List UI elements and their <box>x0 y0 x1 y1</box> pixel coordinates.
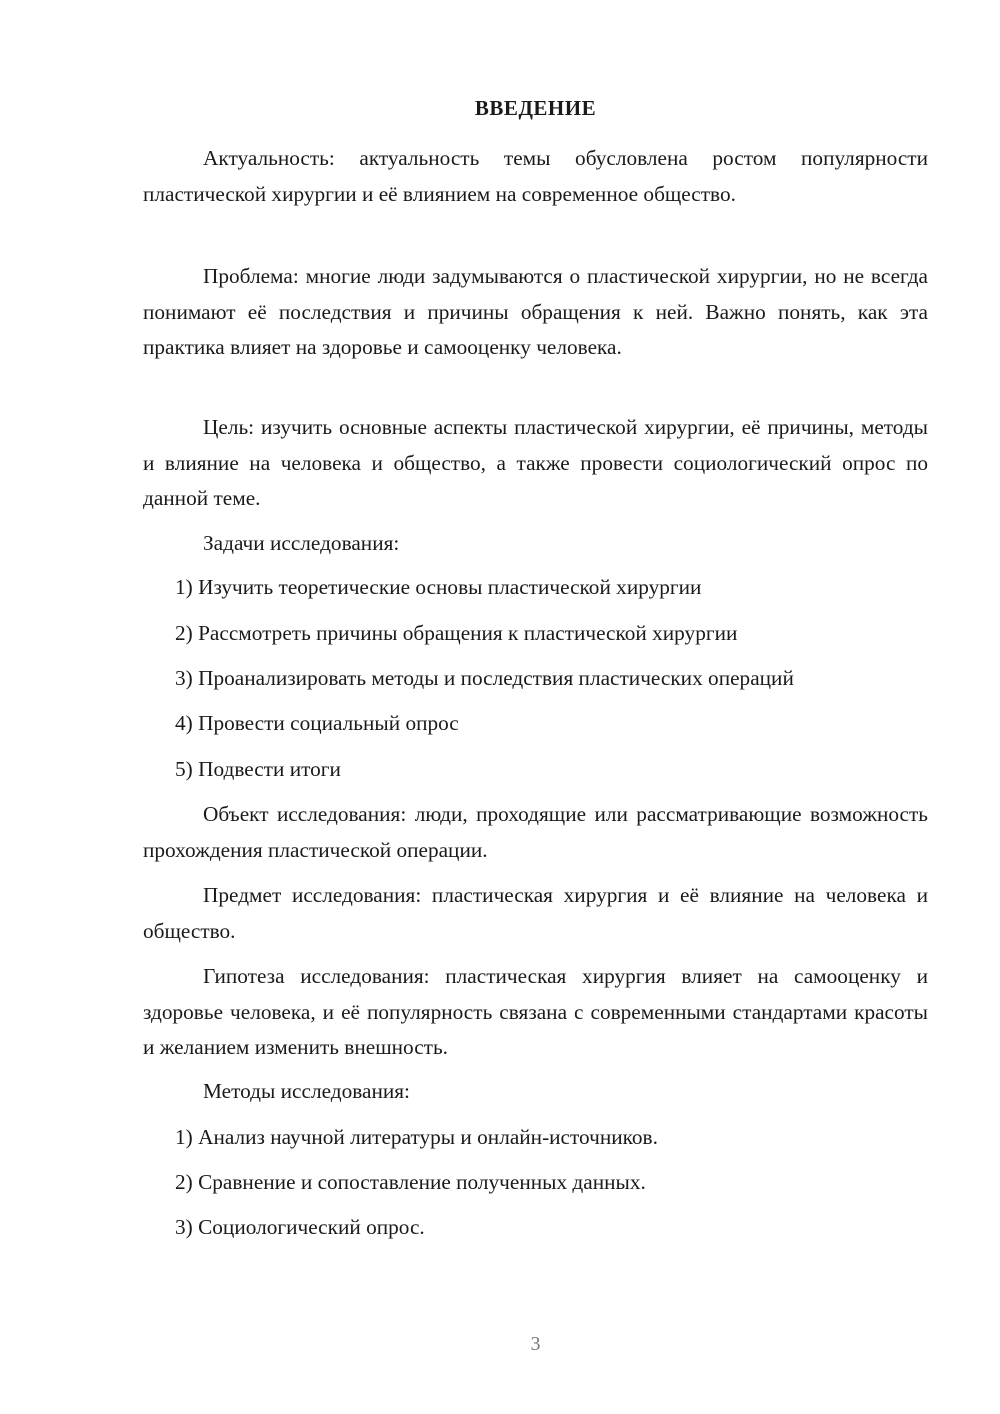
goal-paragraph: Цель: изучить основные аспекты пластической хирургии, её причины, методы и влияние на человека и общество, а также провести социологический опрос по данной теме. <box>143 415 928 510</box>
document-page <box>143 0 928 1414</box>
task-item: 3) Проанализировать методы и последствия пластических операций <box>175 666 794 690</box>
task-item: 5) Подвести итоги <box>175 757 341 781</box>
task-item: 1) Изучить теоретические основы пластической хирургии <box>175 575 702 599</box>
task-item: 4) Провести социальный опрос <box>175 711 459 735</box>
method-item: 3) Социологический опрос. <box>175 1215 425 1239</box>
page-title: ВВЕДЕНИЕ <box>474 96 597 120</box>
task-item: 2) Рассмотреть причины обращения к пластической хирургии <box>175 621 738 645</box>
method-item: 2) Сравнение и сопоставление полученных данных. <box>175 1170 646 1194</box>
object-paragraph: Объект исследования: люди, проходящие или рассматривающие возможность прохождения пластической операции. <box>143 802 928 862</box>
problem-paragraph: Проблема: многие люди задумываются о пластической хирургии, но не всегда понимают её последствия и причины обращения к ней. Важно понять, как эта практика влияет на здоровье и самооценку человека. <box>143 264 928 359</box>
hypothesis-paragraph: Гипотеза исследования: пластическая хирургия влияет на самооценку и здоровье человека, и её популярность связана с современными стандартами красоты и желанием изменить внешность. <box>143 964 928 1059</box>
relevance-paragraph: Актуальность: актуальность темы обусловлена ростом популярности пластической хирургии и её влиянием на современное общество. <box>143 146 928 206</box>
method-item: 1) Анализ научной литературы и онлайн-источников. <box>175 1125 658 1149</box>
methods-heading: Методы исследования: <box>203 1079 410 1103</box>
page-number: 3 <box>530 1333 541 1355</box>
tasks-heading: Задачи исследования: <box>203 531 400 555</box>
subject-paragraph: Предмет исследования: пластическая хирургия и её влияние на человека и общество. <box>143 883 928 943</box>
